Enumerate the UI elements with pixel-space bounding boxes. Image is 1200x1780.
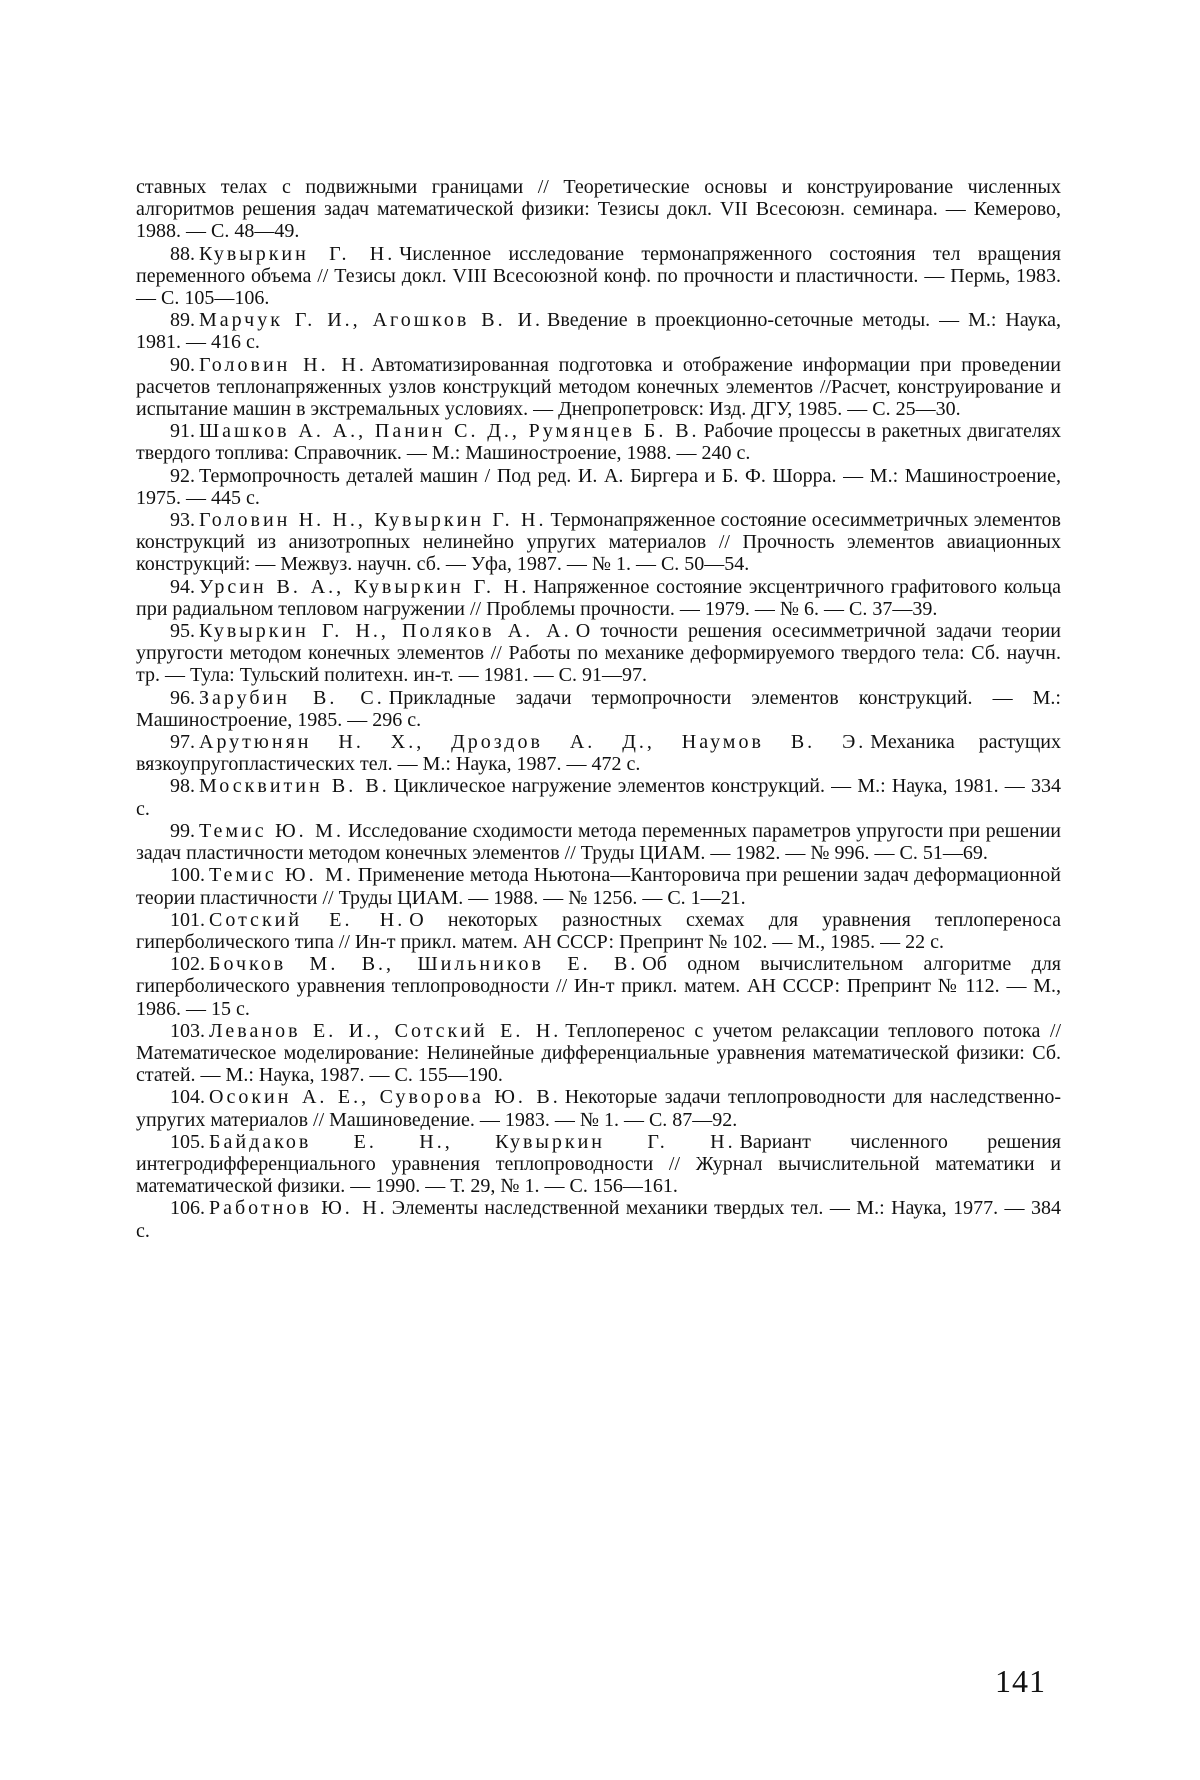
reference-number: 105. xyxy=(170,1130,205,1153)
reference-text: Циклическое нагружение элементов конструкций. — М.: Наука, 1981. — 334 с. xyxy=(136,775,1061,820)
reference-list xyxy=(136,176,1061,1242)
reference-number: 104. xyxy=(170,1086,205,1109)
reference-item xyxy=(136,420,1061,464)
reference-item xyxy=(136,687,1061,731)
reference-text: Теплоперенос с учетом релаксации теплового потока // Математическое моделирование: Нелинейные дифференциальные уравнения математической физики: Сб. статей. — М.: Наука, 1987. — С. 155—190. xyxy=(136,1019,1061,1087)
reference-number: 92. xyxy=(170,464,195,487)
reference-item xyxy=(136,953,1061,1020)
reference-authors: Темис Ю. М. xyxy=(209,864,354,887)
reference-authors: Кувыркин Г. Н., Поляков А. А. xyxy=(199,620,572,643)
reference-item xyxy=(136,1020,1061,1087)
reference-item xyxy=(136,1197,1061,1241)
reference-text: Численное исследование термонапряженного состояния тел вращения переменного объема // Тезисы докл. VIII Всесоюзной конф. по прочности и пластичности. — Пермь, 1983. — С. 105—106. xyxy=(136,242,1061,310)
reference-item xyxy=(136,243,1061,310)
reference-item xyxy=(136,820,1061,864)
reference-number: 96. xyxy=(170,686,195,709)
reference-number: 101. xyxy=(170,908,205,931)
reference-text: Прикладные задачи термопрочности элементов конструкций. — М.: Машиностроение, 1985. — 296 с. xyxy=(136,686,1061,731)
reference-item xyxy=(136,775,1061,819)
reference-text: Термопрочность деталей машин / Под ред. И. А. Биргера и Б. Ф. Шорра. — М.: Машиностроение, 1975. — 445 с. xyxy=(136,464,1061,509)
reference-number: 90. xyxy=(170,353,195,376)
reference-text: О некоторых разностных схемах для уравнения теплопереноса гиперболического типа // Ин-т прикл. матем. АН СССР: Препринт № 102. — М., 1985. — 22 с. xyxy=(136,908,1061,953)
reference-text: Вариант численного решения интегродифференциального уравнения теплопроводности // Журнал вычислительной математики и математической физики. — 1990. — Т. 29, № 1. — С. 156—161. xyxy=(136,1130,1062,1198)
reference-item xyxy=(136,1131,1061,1198)
reference-number: 91. xyxy=(170,420,195,443)
reference-number: 106. xyxy=(170,1197,205,1220)
reference-item xyxy=(136,576,1061,620)
reference-item xyxy=(136,465,1061,509)
reference-text: Исследование сходимости метода переменных параметров упругости при решении задач пластичности методом конечных элементов // Труды ЦИАМ. — 1982. — № 996. — С. 51—69. xyxy=(136,819,1061,865)
reference-text: Об одном вычислительном алгоритме для гиперболического уравнения теплопроводности // Ин-т прикл. матем. АН СССР: Препринт № 112. — М., 1986. — 15 с. xyxy=(136,953,1061,1020)
reference-item xyxy=(136,1086,1061,1130)
reference-authors: Головин Н. Н., Кувыркин Г. Н. xyxy=(199,509,547,532)
reference-number: 98. xyxy=(170,775,195,798)
reference-authors: Шашков А. А., Панин С. Д., Румянцев Б. В. xyxy=(199,420,700,443)
reference-number: 95. xyxy=(170,620,195,643)
reference-number: 88. xyxy=(170,242,195,265)
reference-item xyxy=(136,731,1061,775)
reference-authors: Головин Н. Н. xyxy=(199,353,367,376)
reference-text: Автоматизированная подготовка и отображение информации при проведении расчетов теплонапряженных узлов конструкций методом конечных элементов //Расчет, конструирование и испытание машин в экстремальных условиях. — Днепропетровск: Изд. ДГУ, 1985. — С. 25—30. xyxy=(136,353,1061,421)
reference-item xyxy=(136,509,1061,576)
reference-authors: Сотский Е. Н. xyxy=(209,908,406,931)
reference-authors: Темис Ю. М. xyxy=(199,819,344,842)
reference-authors: Бочков М. В., Шильников Е. В. xyxy=(209,953,639,976)
reference-authors: Марчук Г. И., Агошков В. И. xyxy=(199,309,544,332)
reference-item xyxy=(136,309,1061,353)
reference-authors: Урсин В. А., Кувыркин Г. Н. xyxy=(199,575,530,598)
reference-authors: Байдаков Е. Н., Кувыркин Г. Н. xyxy=(209,1130,736,1153)
reference-number: 103. xyxy=(170,1019,205,1042)
reference-authors: Осокин А. Е., Суворова Ю. В. xyxy=(209,1086,561,1109)
reference-item xyxy=(136,354,1061,421)
reference-authors: Зарубин В. С. xyxy=(199,686,385,709)
reference-authors: Арутюнян Н. Х., Дроздов А. Д., Наумов В. Э. xyxy=(199,731,867,754)
reference-number: 102. xyxy=(170,953,205,976)
reference-text: О точности решения осесимметричной задачи теории упругости методом конечных элементов // Работы по механике деформируемого твердого тела: Сб. научн. тр. — Тула: Тульский политехн. ин-т. — 1981. — С. 91—97. xyxy=(136,620,1061,687)
reference-number: 99. xyxy=(170,819,195,842)
reference-number: 93. xyxy=(170,509,195,532)
reference-number: 100. xyxy=(170,864,205,887)
reference-number: 94. xyxy=(170,575,195,598)
reference-text: Напряженное состояние эксцентричного графитового кольца при радиальном тепловом нагружении // Проблемы прочности. — 1979. — № 6. — С. 37—39. xyxy=(136,575,1062,620)
reference-item xyxy=(136,909,1061,953)
reference-number: 89. xyxy=(170,309,195,332)
reference-continuation xyxy=(136,176,1061,243)
reference-text: Рабочие процессы в ракетных двигателях твердого топлива: Справочник. — М.: Машиностроение, 1988. — 240 с. xyxy=(136,420,1062,465)
page-number: 141 xyxy=(995,1663,1046,1699)
reference-text: ставных телах с подвижными границами // Теоретические основы и конструирование численных алгоритмов решения задач математической физики: Тезисы докл. VII Всесоюзн. семинара. — Кемерово, 1988. — С. 48—49. xyxy=(136,176,1061,243)
reference-text: Термонапряженное состояние осесимметричных элементов конструкций из анизотропных нелинейно упругих материалов // Прочность элементов авиационных конструкций: — Межвуз. научн. сб. — Уфа, 1987. — № 1. — С. 50—54. xyxy=(136,509,1061,576)
reference-text: Введение в проекционно-сеточные методы. — М.: Наука, 1981. — 416 с. xyxy=(136,309,1061,354)
reference-authors: Кувыркин Г. Н. xyxy=(199,242,396,265)
reference-text: Механика растущих вязкоупругопластических тел. — М.: Наука, 1987. — 472 с. xyxy=(136,731,1061,776)
reference-item xyxy=(136,864,1061,908)
reference-authors: Работнов Ю. Н. xyxy=(209,1197,388,1220)
reference-item xyxy=(136,620,1061,687)
reference-authors: Леванов Е. И., Сотский Е. Н. xyxy=(209,1019,562,1042)
reference-authors: Москвитин В. В. xyxy=(199,775,390,798)
reference-text: Элементы наследственной механики твердых тел. — М.: Наука, 1977. — 384 с. xyxy=(136,1197,1061,1242)
reference-text: Некоторые задачи теплопроводности для наследственно-упругих материалов // Машиноведение. — 1983. — № 1. — С. 87—92. xyxy=(136,1086,1061,1131)
reference-number: 97. xyxy=(170,731,195,754)
reference-text: Применение метода Ньютона—Канторовича при решении задач деформационной теории пластичности // Труды ЦИАМ. — 1988. — № 1256. — С. 1—21. xyxy=(136,864,1061,909)
